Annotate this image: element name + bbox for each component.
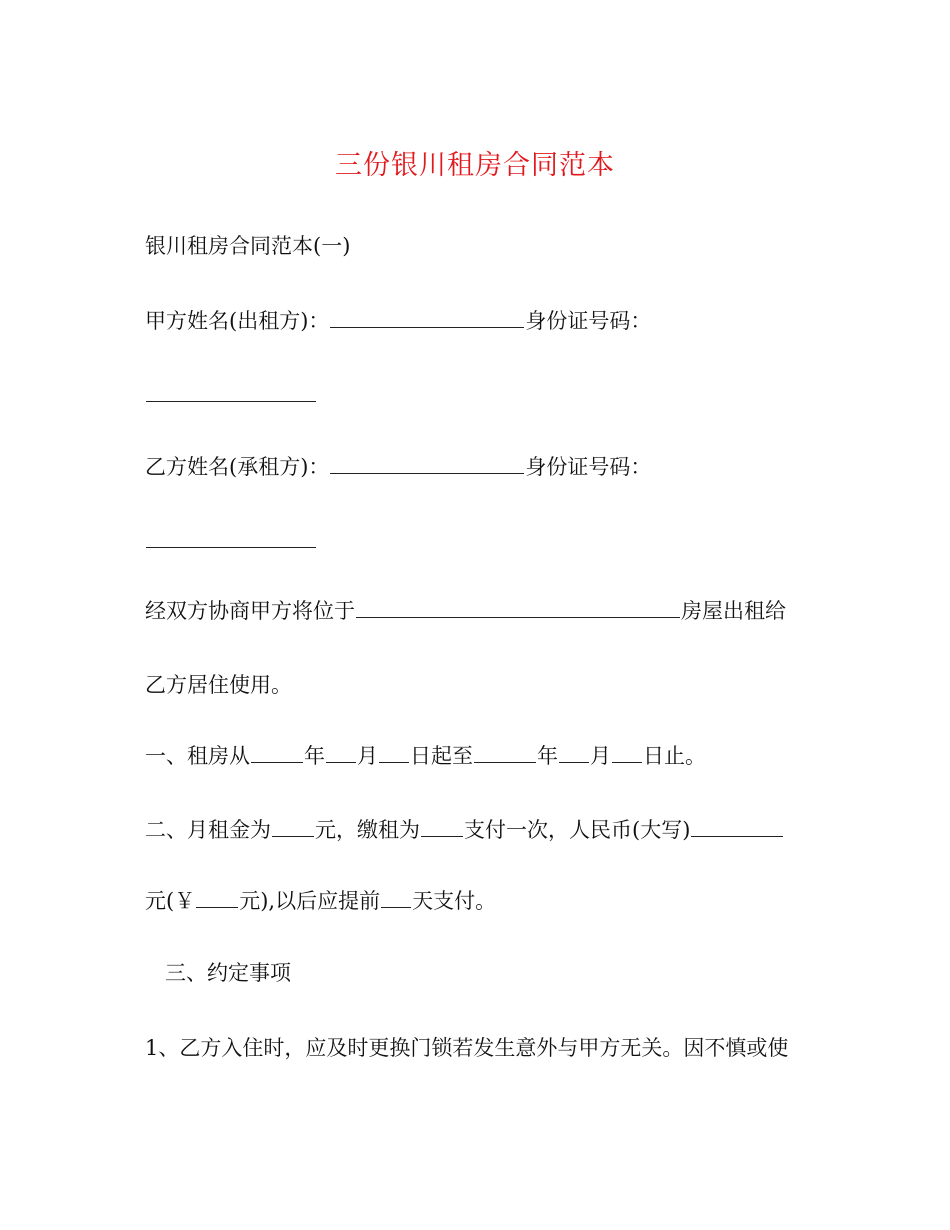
rent-monthly: 二、月租金为 (145, 818, 271, 842)
term-year-1: 年 (304, 744, 325, 768)
end-day-blank (612, 741, 642, 763)
clause-1: 1、乙方入住时，应及时更换门锁若发生意外与甲方无关。因不慎或使 (145, 1036, 789, 1060)
party-a-label: 甲方姓名(出租方)： (145, 309, 330, 333)
party-b-id-label: 身份证号码： (525, 455, 652, 479)
rmb-words-blank (691, 815, 783, 837)
party-a-id-label: 身份证号码： (525, 309, 652, 333)
rent-rmb: 支付一次，人民币(大写) (464, 818, 691, 842)
term-month-1: 月 (357, 744, 378, 768)
term-from: 一、租房从 (145, 744, 250, 768)
end-year-blank (474, 741, 536, 763)
location-blank (356, 596, 680, 618)
party-a-line (145, 306, 651, 336)
term-until: 日起至 (410, 744, 473, 768)
rent-yuan-symbol: 元(￥ (145, 889, 196, 913)
party-a-id-blank (146, 380, 316, 402)
rent-line (145, 815, 784, 845)
payment-period-blank (421, 815, 463, 837)
agreement-heading: 三、约定事项 (165, 961, 291, 985)
document-title: 三份银川租房合同范本 (335, 150, 615, 181)
rent-pay-days: 天支付。 (412, 889, 497, 913)
location-continuation: 乙方居住使用。 (145, 673, 292, 697)
start-year-blank (251, 741, 303, 763)
party-b-line (145, 452, 651, 482)
end-month-blank (559, 741, 589, 763)
advance-days-blank (381, 886, 411, 908)
term-year-2: 年 (537, 744, 558, 768)
monthly-rent-blank (272, 815, 314, 837)
party-b-id-blank (146, 526, 316, 548)
term-month-2: 月 (590, 744, 611, 768)
start-day-blank (379, 741, 409, 763)
location-prefix: 经双方协商甲方将位于 (145, 599, 355, 623)
start-month-blank (326, 741, 356, 763)
party-b-name-blank (330, 452, 524, 474)
party-b-label: 乙方姓名(承租方)： (145, 455, 330, 479)
location-suffix: 房屋出租给 (681, 599, 786, 623)
rent-line-2 (145, 886, 496, 916)
section-heading: 银川租房合同范本(一) (145, 234, 351, 258)
term-end: 日止。 (643, 744, 706, 768)
rent-advance: 元),以后应提前 (239, 889, 381, 913)
party-b-id-line (145, 526, 317, 556)
term-line (145, 741, 706, 771)
rent-payment: 元，缴租为 (315, 818, 420, 842)
location-line (145, 596, 786, 626)
party-a-name-blank (330, 306, 524, 328)
party-a-id-line (145, 380, 317, 410)
rmb-amount-blank (196, 886, 238, 908)
